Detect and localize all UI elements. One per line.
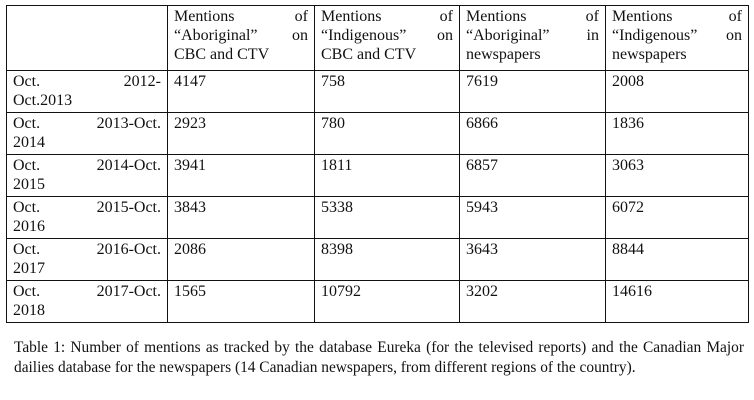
period-line-1	[13, 198, 161, 217]
period-line-1	[13, 282, 161, 301]
header-cell-aboriginal-tv: Mentions of “Aboriginal” on CBC and CTV	[168, 6, 315, 71]
table-row	[7, 281, 749, 323]
indigenous-tv-cell: 10792	[315, 281, 460, 323]
period-mid: 2016-Oct.	[96, 241, 161, 258]
table-caption: Table 1: Number of mentions as tracked by the database Eureka (for the televised reports) and the Canadian Major dailies database for the newspapers (14 Canadian newspapers, from different regions of the country).	[14, 339, 744, 376]
period-end: 2016	[13, 218, 45, 235]
period-line-1	[13, 240, 161, 259]
period-cell	[7, 197, 168, 239]
table-row	[7, 197, 749, 239]
period-start: Oct.	[13, 241, 41, 258]
period-line-1	[13, 156, 161, 175]
aboriginal-newspapers-cell: 7619	[460, 71, 606, 113]
aboriginal-newspapers-cell: 5943	[460, 197, 606, 239]
indigenous-newspapers-cell: 3063	[606, 155, 749, 197]
period-cell	[7, 239, 168, 281]
period-cell	[7, 155, 168, 197]
table-row	[7, 71, 749, 113]
period-end: 2017	[13, 260, 45, 277]
aboriginal-tv-cell: 3941	[168, 155, 315, 197]
period-line-1	[13, 72, 161, 91]
period-mid: 2013-Oct.	[96, 115, 161, 132]
period-mid: 2012-	[123, 73, 161, 90]
period-end: 2018	[13, 302, 45, 319]
period-start: Oct.	[13, 283, 41, 300]
period-cell	[7, 113, 168, 155]
period-cell	[7, 71, 168, 113]
indigenous-newspapers-cell: 1836	[606, 113, 749, 155]
period-start: Oct.	[13, 157, 41, 174]
aboriginal-newspapers-cell: 3643	[460, 239, 606, 281]
aboriginal-tv-cell: 4147	[168, 71, 315, 113]
aboriginal-tv-cell: 2923	[168, 113, 315, 155]
header-cell-indigenous-newspapers: Mentions of “Indigenous” on newspapers	[606, 6, 749, 71]
aboriginal-tv-cell: 3843	[168, 197, 315, 239]
table-row	[7, 155, 749, 197]
indigenous-newspapers-cell: 8844	[606, 239, 749, 281]
aboriginal-tv-cell: 2086	[168, 239, 315, 281]
table-row	[7, 113, 749, 155]
period-cell	[7, 281, 168, 323]
period-start: Oct.	[13, 115, 41, 132]
header-cell-aboriginal-newspapers: Mentions of “Aboriginal” in newspapers	[460, 6, 606, 71]
aboriginal-newspapers-cell: 3202	[460, 281, 606, 323]
indigenous-tv-cell: 758	[315, 71, 460, 113]
table-body	[7, 71, 749, 323]
period-end: Oct.2013	[13, 92, 73, 109]
period-start: Oct.	[13, 199, 41, 216]
period-mid: 2017-Oct.	[96, 283, 161, 300]
table-row	[7, 239, 749, 281]
indigenous-newspapers-cell: 14616	[606, 281, 749, 323]
period-mid: 2014-Oct.	[96, 157, 161, 174]
period-mid: 2015-Oct.	[96, 199, 161, 216]
period-end: 2014	[13, 134, 45, 151]
indigenous-tv-cell: 1811	[315, 155, 460, 197]
aboriginal-tv-cell: 1565	[168, 281, 315, 323]
period-start: Oct.	[13, 73, 41, 90]
period-line-1	[13, 114, 161, 133]
header-cell-period	[7, 6, 168, 71]
header-cell-indigenous-tv: Mentions of “Indigenous” on CBC and CTV	[315, 6, 460, 71]
indigenous-newspapers-cell: 2008	[606, 71, 749, 113]
period-end: 2015	[13, 176, 45, 193]
indigenous-newspapers-cell: 6072	[606, 197, 749, 239]
indigenous-tv-cell: 5338	[315, 197, 460, 239]
indigenous-tv-cell: 780	[315, 113, 460, 155]
header-row	[7, 6, 749, 71]
table-header	[7, 6, 749, 71]
aboriginal-newspapers-cell: 6866	[460, 113, 606, 155]
indigenous-tv-cell: 8398	[315, 239, 460, 281]
aboriginal-newspapers-cell: 6857	[460, 155, 606, 197]
mentions-table	[6, 5, 749, 323]
